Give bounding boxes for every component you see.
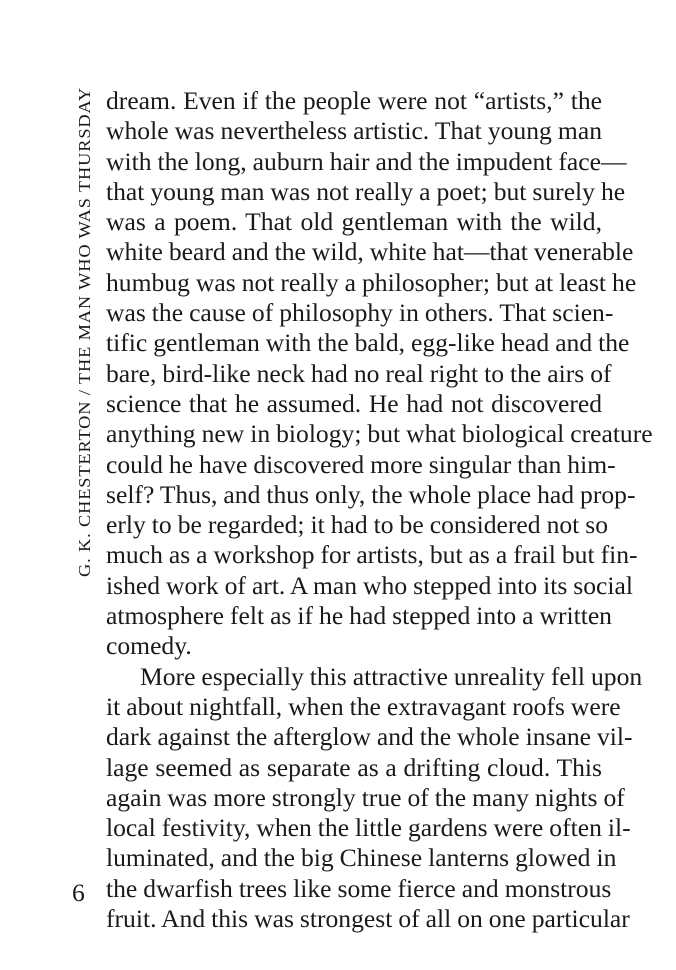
text-line: much as a workshop for artists, but as a frail but fin- xyxy=(106,540,638,570)
text-line: humbug was not really a philosopher; but at least he xyxy=(106,267,637,297)
text-line: dream. Even if the people were not “artists,” the xyxy=(106,86,602,115)
text-line: anything new in biology; but what biological creature xyxy=(106,419,653,449)
text-line: that young man was not really a poet; but surely he xyxy=(106,176,626,206)
text-line: dark against the afterglow and the whole insane vil- xyxy=(106,722,633,752)
text-line: was a poem. That old gentleman with the wild, xyxy=(106,207,602,237)
running-head-text: G. K. CHESTERTON / THE MAN WHO WAS THURSDAY xyxy=(75,132,94,577)
page-number: 6 xyxy=(72,878,85,907)
text-line: bare, bird-like neck had no real right to the airs of xyxy=(106,358,612,388)
body-text xyxy=(106,86,653,934)
text-line: local festivity, when the little gardens were often il- xyxy=(106,813,631,843)
text-line: with the long, auburn hair and the impudent face— xyxy=(106,146,627,176)
text-line: comedy. xyxy=(106,631,192,661)
text-line: whole was nevertheless artistic. That young man xyxy=(106,116,602,146)
text-line: self? Thus, and thus only, the whole place had prop- xyxy=(106,479,636,509)
text-line: tific gentleman with the bald, egg-like head and the xyxy=(106,328,630,358)
running-head-svg xyxy=(74,86,96,578)
text-line: atmosphere felt as if he had stepped into a written xyxy=(106,601,612,631)
text-line: science that he assumed. He had not discovered xyxy=(106,388,602,418)
text-line: was the cause of philosophy in others. That scien- xyxy=(106,298,614,328)
text-line: could he have discovered more singular than him- xyxy=(106,449,616,479)
paragraph xyxy=(106,86,653,662)
text-line: white beard and the wild, white hat—that venerable xyxy=(106,237,634,267)
text-line: fruit. And this was strongest of all on one particular xyxy=(106,904,630,934)
text-line: More especially this attractive unreality fell upon xyxy=(140,661,643,691)
text-line: erly to be regarded; it had to be considered not so xyxy=(106,510,609,540)
text-line: the dwarfish trees like some fierce and monstrous xyxy=(106,873,612,903)
running-head xyxy=(74,86,96,578)
text-line: lage seemed as separate as a drifting cloud. This xyxy=(106,752,602,782)
paragraph xyxy=(106,661,643,935)
text-line: ished work of art. A man who stepped into its social xyxy=(106,570,633,600)
text-line: it about nightfall, when the extravagant roofs were xyxy=(106,691,621,721)
text-line: again was more strongly true of the many nights of xyxy=(106,782,625,812)
text-line: luminated, and the big Chinese lanterns glowed in xyxy=(106,843,617,873)
